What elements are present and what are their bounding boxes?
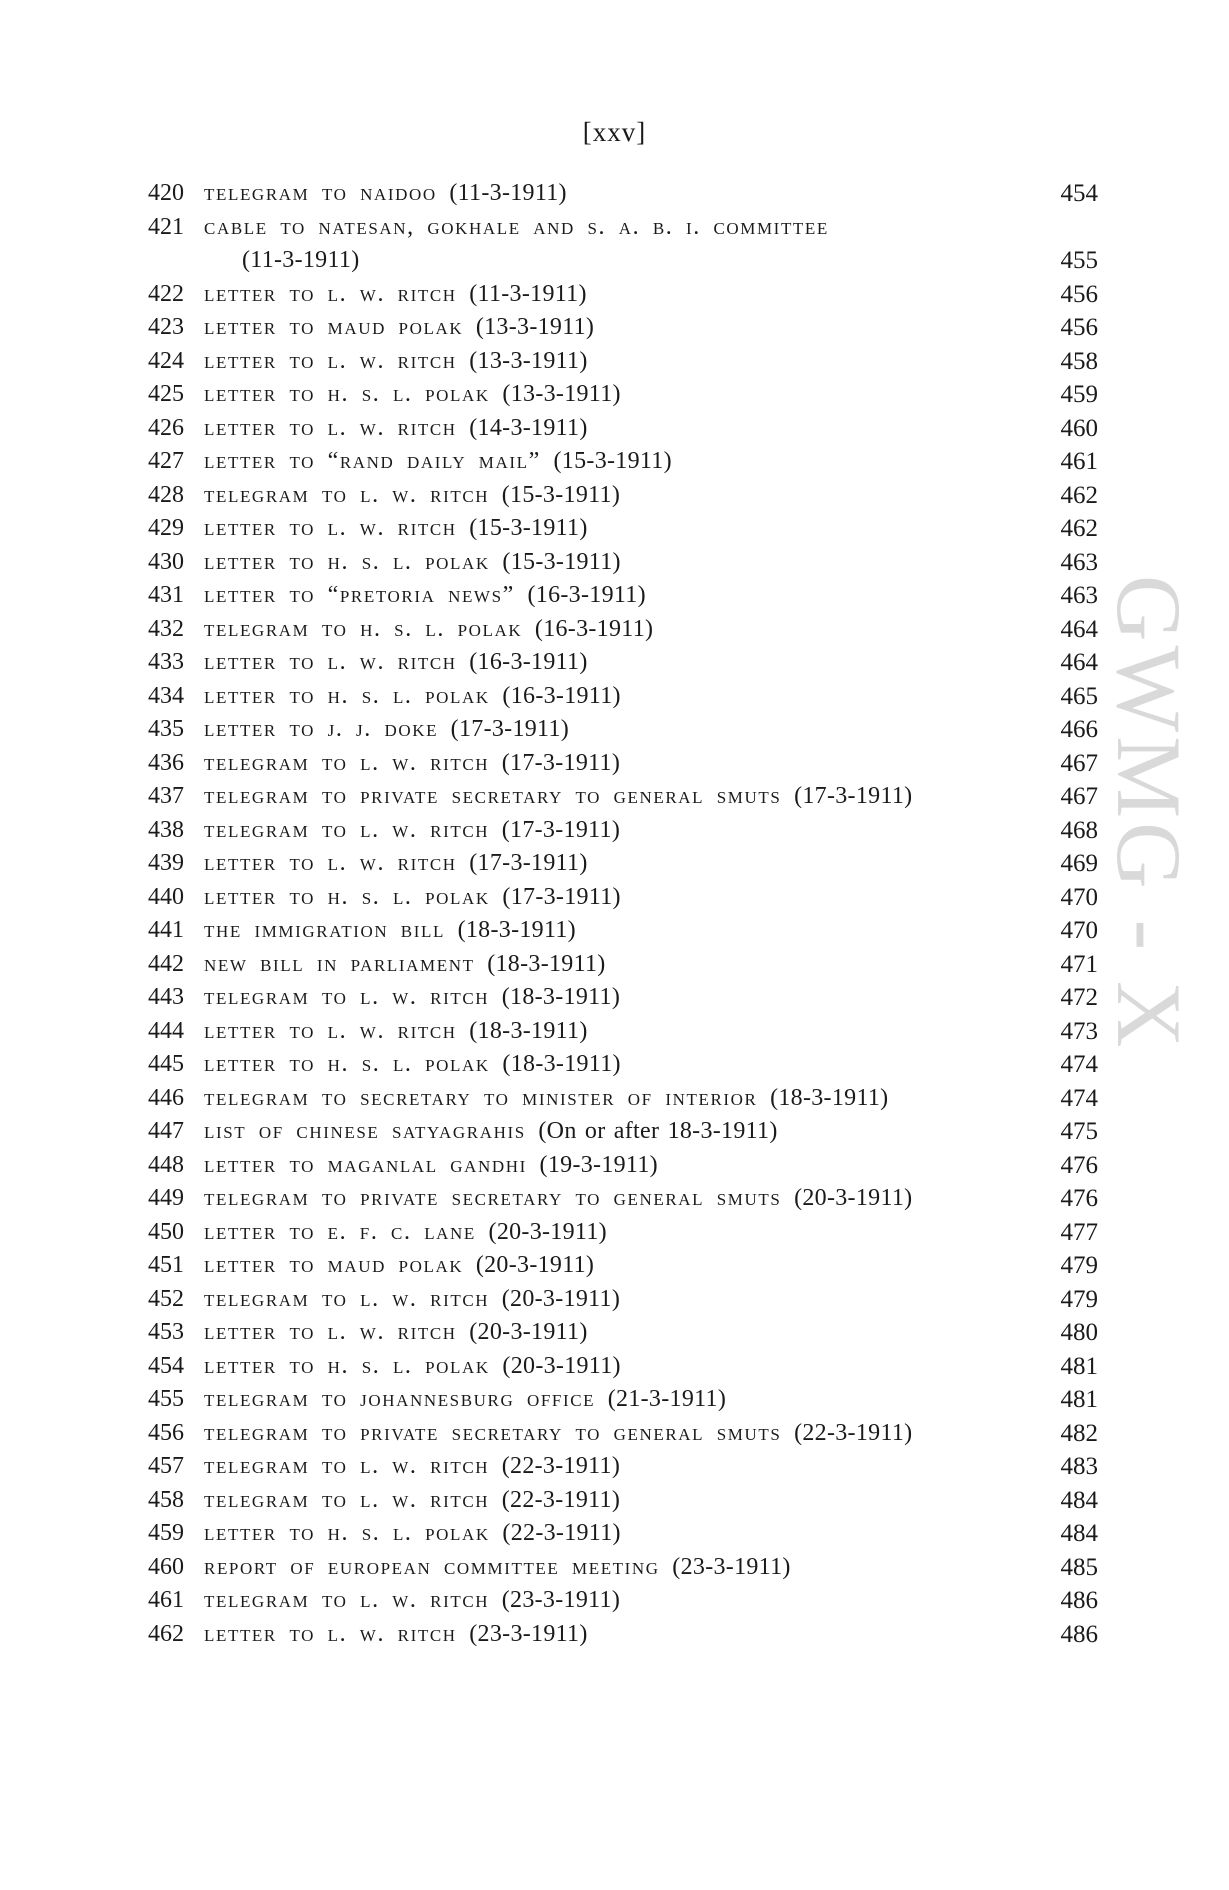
entry-date: (22-3-1911): [501, 1486, 621, 1513]
entry-number: 436: [148, 749, 184, 776]
entry-number: 450: [148, 1218, 184, 1245]
entry-title: [204, 981, 1098, 1015]
entry-date: (On or after 18-3-1911): [538, 1118, 778, 1144]
entry-number: 445: [148, 1051, 184, 1077]
entry-title-text: telegram to l. w. ritch: [204, 984, 490, 1010]
entry-title: [204, 713, 1098, 747]
entry-page-number: 474: [1060, 1051, 1098, 1078]
entry-date: (19-3-1911): [539, 1151, 658, 1178]
entry-page-number: 483: [1060, 1453, 1098, 1480]
entry-page-number: 458: [1060, 347, 1098, 375]
entry-number: 433: [148, 649, 184, 675]
entry-number: 454: [148, 1352, 184, 1379]
entry-title-text: telegram to h. s. l. polak: [204, 615, 523, 642]
entry-date: (17-3-1911): [469, 850, 588, 876]
toc-entry: [148, 1450, 1098, 1484]
toc-entry: [148, 847, 1098, 881]
entry-title-text: letter to l. w. ritch: [204, 649, 457, 675]
entry-page-number: 486: [1060, 1587, 1098, 1614]
entry-title: [204, 1048, 1098, 1082]
entry-number: 432: [148, 615, 184, 642]
entry-page-number: 463: [1060, 582, 1098, 609]
entry-date: (11-3-1911): [469, 280, 587, 307]
entry-title: [204, 1082, 1098, 1116]
entry-title: [204, 680, 1098, 714]
entry-title-text: letter to h. s. l. polak: [204, 548, 490, 575]
toc-entry: [148, 1149, 1098, 1183]
entry-number: 459: [148, 1520, 184, 1546]
entry-date: (23-3-1911): [501, 1587, 621, 1613]
entry-title: [204, 1216, 1098, 1250]
entry-page-number: 474: [1060, 1084, 1098, 1112]
entry-page-number: 475: [1060, 1118, 1098, 1145]
toc-entry: [148, 747, 1098, 781]
entry-title: [204, 847, 1098, 881]
entry-number: 446: [148, 1084, 184, 1111]
entry-date: (18-3-1911): [487, 950, 606, 977]
entry-title: [204, 311, 1098, 345]
entry-page-number: 476: [1060, 1185, 1098, 1212]
entry-date: (13-3-1911): [502, 381, 621, 407]
entry-title-text: telegram to private secretary to general smuts: [204, 1419, 782, 1446]
entry-date: (20-3-1911): [794, 1185, 913, 1211]
toc-entry: [148, 177, 1098, 211]
entry-page-number: 462: [1060, 515, 1098, 542]
entry-date: (17-3-1911): [450, 716, 570, 742]
entry-title: [204, 613, 1098, 647]
entry-page-number: 455: [1060, 247, 1098, 274]
entry-number: 428: [148, 481, 184, 508]
entry-number: 456: [148, 1419, 184, 1446]
entry-number: 420: [148, 180, 184, 206]
entry-page-number: 468: [1060, 816, 1098, 844]
entry-page-number: 467: [1060, 749, 1098, 777]
entry-page-number: 486: [1060, 1620, 1098, 1648]
entry-number: 455: [148, 1386, 184, 1412]
entry-title: [204, 1618, 1098, 1652]
entry-title-text: telegram to l. w. ritch: [204, 1486, 490, 1513]
entry-number: 451: [148, 1252, 184, 1278]
entry-title-text: letter to l. w. ritch: [204, 280, 457, 307]
entry-title-text: telegram to l. w. ritch: [204, 481, 490, 508]
entry-title: [204, 579, 1098, 613]
entry-title: [204, 1517, 1098, 1551]
entry-title-text: letter to l. w. ritch: [204, 515, 457, 541]
entry-title-text: letter to h. s. l. polak: [204, 1352, 490, 1379]
entry-page-number: 469: [1060, 850, 1098, 877]
entry-title-text: letter to j. j. doke: [204, 716, 439, 742]
watermark: GWMG - X: [1098, 575, 1200, 1052]
entry-number: 434: [148, 682, 184, 709]
entry-page-number: 477: [1060, 1218, 1098, 1246]
entry-number: 461: [148, 1587, 184, 1613]
toc-entry: [148, 713, 1098, 747]
entry-title: [204, 412, 1098, 446]
entry-date: (18-3-1911): [502, 1051, 621, 1077]
toc-entry: [148, 1015, 1098, 1049]
entry-number: 437: [148, 783, 184, 809]
entry-date: (22-3-1911): [501, 1453, 621, 1479]
entry-number: 458: [148, 1486, 184, 1513]
entry-page-number: 473: [1060, 1017, 1098, 1045]
entry-date: (22-3-1911): [794, 1419, 913, 1446]
entry-title: [204, 1551, 1098, 1585]
entry-page-number: 485: [1060, 1553, 1098, 1581]
toc-entry: [148, 1584, 1098, 1618]
entry-title: [204, 1350, 1098, 1384]
entry-title-text: new bill in parliament: [204, 950, 475, 977]
entry-title: [204, 948, 1098, 982]
entry-number: 431: [148, 582, 184, 608]
entry-number: 460: [148, 1553, 184, 1580]
entry-title: [204, 1149, 1098, 1183]
entry-title-text: cable to natesan, gokhale and s. a. b. i. committee: [204, 213, 829, 240]
entry-page-number: 465: [1060, 682, 1098, 710]
entry-title-text: the immigration bill: [204, 917, 445, 943]
entry-number: 462: [148, 1620, 184, 1647]
entry-title-text: telegram to naidoo: [204, 180, 437, 206]
toc-entry: [148, 1517, 1098, 1551]
entry-date: (11-3-1911): [242, 247, 360, 273]
entry-title: [204, 1283, 1098, 1317]
entry-date: (16-3-1911): [469, 649, 588, 675]
entry-title-text: letter to “pretoria news”: [204, 582, 515, 608]
entry-date: (22-3-1911): [502, 1520, 621, 1546]
entry-number: 422: [148, 280, 184, 307]
entry-title: [204, 278, 1098, 312]
entry-number: 435: [148, 716, 184, 742]
entry-date: (13-3-1911): [469, 347, 588, 374]
entry-title: [204, 1316, 1098, 1350]
entry-number: 425: [148, 381, 184, 407]
toc-entry: [148, 1618, 1098, 1652]
toc-entry: [148, 1316, 1098, 1350]
entry-page-number: 461: [1060, 448, 1098, 475]
entry-title: [204, 345, 1098, 379]
entry-title-text: letter to h. s. l. polak: [204, 1520, 490, 1546]
entry-number: 453: [148, 1319, 184, 1345]
entry-title-text: telegram to l. w. ritch: [204, 749, 490, 776]
entry-title: [204, 1484, 1098, 1518]
entry-number: 442: [148, 950, 184, 977]
entry-title: [204, 1383, 1098, 1417]
entry-title: [204, 1182, 1098, 1216]
toc-entry: [148, 881, 1098, 915]
toc-entry: [148, 378, 1098, 412]
entry-number: 449: [148, 1185, 184, 1211]
entry-title-text: report of european committee meeting: [204, 1553, 660, 1580]
entry-page-number: 484: [1060, 1486, 1098, 1514]
entry-title-text: letter to l. w. ritch: [204, 1017, 457, 1044]
entry-title-text: letter to maud polak: [204, 314, 464, 340]
entry-title-text: telegram to private secretary to general smuts: [204, 1185, 782, 1211]
entry-title: [204, 479, 1098, 513]
entry-date: (15-3-1911): [502, 548, 621, 575]
entry-date: (18-3-1911): [501, 984, 621, 1010]
entry-title-text: letter to h. s. l. polak: [204, 682, 490, 709]
entry-date: (17-3-1911): [501, 816, 621, 843]
toc-entry: [148, 1551, 1098, 1585]
entry-page-number: 481: [1060, 1386, 1098, 1413]
entry-title: [204, 546, 1098, 580]
entry-date: (20-3-1911): [502, 1352, 621, 1379]
toc-entry: [148, 479, 1098, 513]
entry-title: [204, 747, 1098, 781]
entry-page-number: 480: [1060, 1319, 1098, 1346]
entry-number: 443: [148, 984, 184, 1010]
entry-number: 448: [148, 1151, 184, 1178]
toc-entry: [148, 412, 1098, 446]
entry-number: 423: [148, 314, 184, 340]
entry-title: [204, 1584, 1098, 1618]
toc-entry: [148, 579, 1098, 613]
entry-title-text: letter to h. s. l. polak: [204, 883, 490, 910]
entry-date: (17-3-1911): [794, 783, 913, 809]
entry-number: 438: [148, 816, 184, 843]
entry-number: 424: [148, 347, 184, 374]
entry-page-number: 472: [1060, 984, 1098, 1011]
entry-title: [204, 814, 1098, 848]
entry-number: 447: [148, 1118, 184, 1144]
toc-entry: [148, 1082, 1098, 1116]
entry-page-number: 470: [1060, 917, 1098, 944]
toc-entry: [148, 211, 1098, 278]
entry-date: (21-3-1911): [607, 1386, 727, 1412]
entry-number: 426: [148, 414, 184, 441]
entry-title: [204, 1115, 1098, 1149]
entry-number: 429: [148, 515, 184, 541]
entry-title-text: letter to h. s. l. polak: [204, 1051, 490, 1077]
entry-date: (16-3-1911): [527, 582, 646, 608]
entry-title: [204, 1015, 1098, 1049]
table-of-contents: [148, 177, 1098, 1651]
toc-entry: [148, 345, 1098, 379]
toc-entry: [148, 1350, 1098, 1384]
entry-page-number: 470: [1060, 883, 1098, 911]
entry-date: (20-3-1911): [488, 1218, 607, 1245]
entry-title: [204, 780, 1098, 814]
entry-title-text: telegram to secretary to minister of interior: [204, 1084, 758, 1111]
entry-page-number: 464: [1060, 649, 1098, 676]
entry-title: [204, 1249, 1098, 1283]
entry-number: 457: [148, 1453, 184, 1479]
toc-entry: [148, 1048, 1098, 1082]
page-number: [xxv]: [582, 117, 647, 147]
toc-entry: [148, 981, 1098, 1015]
entry-page-number: 471: [1060, 950, 1098, 978]
toc-entry: [148, 680, 1098, 714]
entry-page-number: 459: [1060, 381, 1098, 408]
entry-title: [204, 914, 1098, 948]
entry-title: [204, 445, 1098, 479]
toc-entry: [148, 646, 1098, 680]
entry-title-text: telegram to l. w. ritch: [204, 816, 490, 843]
entry-title: [204, 211, 1098, 278]
entry-title-text: telegram to johannesburg office: [204, 1386, 596, 1412]
entry-date: (18-3-1911): [770, 1084, 889, 1111]
entry-title-text: letter to maud polak: [204, 1252, 464, 1278]
entry-number: 452: [148, 1285, 184, 1312]
entry-title-text: letter to l. w. ritch: [204, 1319, 457, 1345]
entry-date: (14-3-1911): [469, 414, 588, 441]
entry-title: [204, 646, 1098, 680]
entry-date: (15-3-1911): [501, 481, 621, 508]
entry-page-number: 482: [1060, 1419, 1098, 1447]
entry-page-number: 466: [1060, 716, 1098, 743]
toc-entry: [148, 948, 1098, 982]
toc-entry: [148, 1249, 1098, 1283]
entry-page-number: 467: [1060, 783, 1098, 810]
toc-entry: [148, 311, 1098, 345]
entry-title-text: letter to l. w. ritch: [204, 850, 457, 876]
entry-title: [204, 512, 1098, 546]
entry-title-text: telegram to l. w. ritch: [204, 1285, 490, 1312]
entry-date: (18-3-1911): [457, 917, 576, 943]
entry-page-number: 464: [1060, 615, 1098, 643]
entry-date: (11-3-1911): [449, 180, 567, 206]
entry-number: 441: [148, 917, 184, 943]
entry-page-number: 462: [1060, 481, 1098, 509]
entry-number: 439: [148, 850, 184, 876]
entry-page-number: 456: [1060, 280, 1098, 308]
entry-date: (16-3-1911): [534, 615, 654, 642]
entry-date: (13-3-1911): [475, 314, 595, 340]
entry-date: (18-3-1911): [469, 1017, 588, 1044]
entry-date: (20-3-1911): [501, 1285, 621, 1312]
entry-title: [204, 1417, 1098, 1451]
entry-date: (20-3-1911): [469, 1319, 588, 1345]
entry-number: 427: [148, 448, 184, 474]
entry-title: [204, 1450, 1098, 1484]
toc-entry: [148, 1216, 1098, 1250]
entry-page-number: 481: [1060, 1352, 1098, 1380]
entry-title-text: telegram to l. w. ritch: [204, 1453, 490, 1479]
entry-title-text: list of chinese satyagrahis: [204, 1118, 526, 1144]
entry-title-text: letter to l. w. ritch: [204, 414, 457, 441]
entry-title: [204, 177, 1098, 211]
entry-title-text: letter to e. f. c. lane: [204, 1218, 476, 1245]
entry-title-text: telegram to l. w. ritch: [204, 1587, 490, 1613]
toc-entry: [148, 1484, 1098, 1518]
entry-page-number: 463: [1060, 548, 1098, 576]
toc-entry: [148, 613, 1098, 647]
entry-number: 430: [148, 548, 184, 575]
toc-entry: [148, 445, 1098, 479]
entry-date: (23-3-1911): [672, 1553, 791, 1580]
entry-page-number: 456: [1060, 314, 1098, 341]
entry-date: (16-3-1911): [502, 682, 621, 709]
toc-entry: [148, 1383, 1098, 1417]
toc-entry: [148, 780, 1098, 814]
entry-number: 440: [148, 883, 184, 910]
toc-entry: [148, 278, 1098, 312]
entry-title-text: letter to l. w. ritch: [204, 347, 457, 374]
entry-title-text: letter to “rand daily mail”: [204, 448, 541, 474]
entry-date: (15-3-1911): [469, 515, 588, 541]
toc-entry: [148, 914, 1098, 948]
toc-entry: [148, 1115, 1098, 1149]
entry-date: (17-3-1911): [501, 749, 621, 776]
entry-page-number: 454: [1060, 180, 1098, 207]
entry-title-text: telegram to private secretary to general smuts: [204, 783, 782, 809]
entry-date: (15-3-1911): [553, 448, 672, 474]
toc-entry: [148, 1283, 1098, 1317]
entry-date: (23-3-1911): [469, 1620, 588, 1647]
entry-page-number: 479: [1060, 1285, 1098, 1313]
entry-title-text: letter to l. w. ritch: [204, 1620, 457, 1647]
toc-entry: [148, 814, 1098, 848]
toc-entry: [148, 546, 1098, 580]
toc-entry: [148, 1182, 1098, 1216]
entry-number: 421: [148, 213, 184, 240]
entry-title-text: letter to h. s. l. polak: [204, 381, 490, 407]
entry-page-number: 460: [1060, 414, 1098, 442]
toc-entry: [148, 1417, 1098, 1451]
entry-number: 444: [148, 1017, 184, 1044]
entry-date: (17-3-1911): [502, 883, 621, 910]
entry-date: (20-3-1911): [475, 1252, 595, 1278]
entry-page-number: 484: [1060, 1520, 1098, 1547]
entry-page-number: 479: [1060, 1252, 1098, 1279]
entry-title: [204, 881, 1098, 915]
toc-entry: [148, 512, 1098, 546]
entry-page-number: 476: [1060, 1151, 1098, 1179]
entry-title: [204, 378, 1098, 412]
entry-title-text: letter to maganlal gandhi: [204, 1151, 527, 1178]
